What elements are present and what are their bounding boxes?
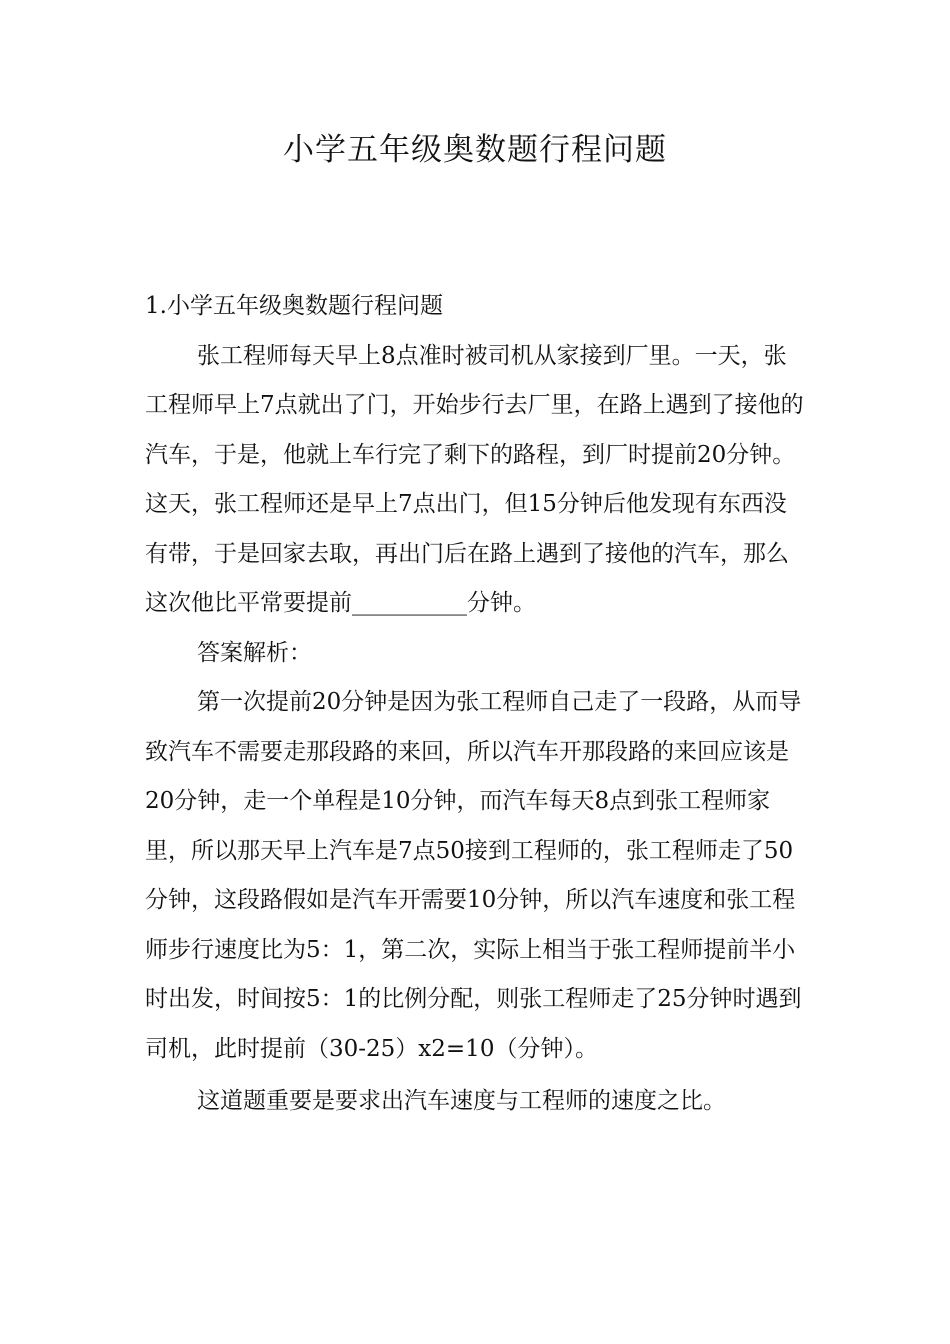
- page-title: 小学五年级奥数题行程问题: [283, 132, 667, 168]
- summary-paragraph: 这道题重要是要求出汽车速度与工程师的速度之比。: [197, 1088, 726, 1114]
- problem-paragraph: 张工程师每天早上8点准时被司机从家接到厂里。一天，张工程师早上7点就出了门，开始步行去厂里，在路上遇到了接他的汽车，于是，他就上车行完了剩下的路程，到厂时提前20分钟。这天，张工程师还是早上7点出门，但15分钟后他发现有东西没有带，于是回家去取，再出门后在路上遇到了接他的汽车，那么这次他比平常要提前__________分钟。: [145, 342, 804, 616]
- answer-label: 答案解析：: [197, 639, 312, 666]
- document-body: [145, 282, 805, 1127]
- answer-paragraph: 第一次提前20分钟是因为张工程师自己走了一段路，从而导致汽车不需要走那段路的来回，所以汽车开那段路的来回应该是20分钟，走一个单程是10分钟，而汽车每天8点到张工程师家里，所以那天早上汽车是7点50接到工程师的，张工程师走了50分钟，这段路假如是汽车开需要10分钟，所以汽车速度和张工程师步行速度比为5：1，第二次，实际上相当于张工程师提前半小时出发，时间按5：1的比例分配，则张工程师走了25分钟时遇到司机，此时提前（30-25）x2=10（分钟）。: [145, 689, 802, 1062]
- section-heading: 1.小学五年级奥数题行程问题: [145, 293, 443, 319]
